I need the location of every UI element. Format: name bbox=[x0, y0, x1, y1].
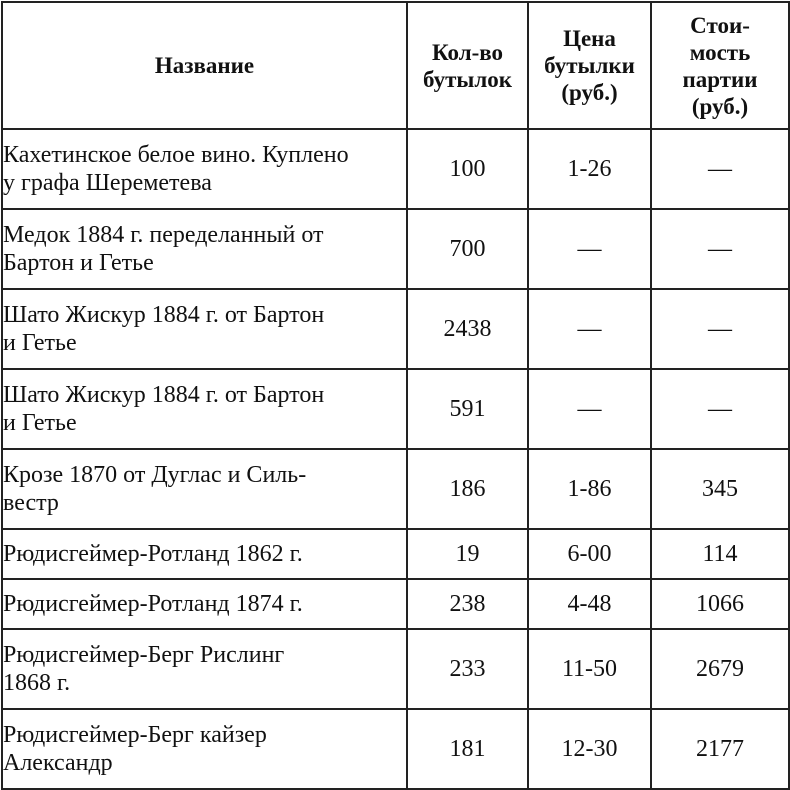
header-qty: Кол-во бутылок bbox=[407, 2, 528, 129]
cell-qty: 186 bbox=[407, 449, 528, 529]
table-row bbox=[2, 289, 789, 369]
cell-price: 11-50 bbox=[528, 629, 651, 709]
cell-qty: 100 bbox=[407, 129, 528, 209]
cell-name: Крозе 1870 от Дуглас и Силь- вестр bbox=[2, 449, 407, 529]
cell-qty: 19 bbox=[407, 529, 528, 579]
cell-price: — bbox=[528, 209, 651, 289]
cell-name: Рюдисгеймер-Берг кайзер Александр bbox=[2, 709, 407, 789]
table-row bbox=[2, 209, 789, 289]
cell-cost: — bbox=[651, 209, 789, 289]
table-row bbox=[2, 369, 789, 449]
cell-cost: — bbox=[651, 369, 789, 449]
table-row bbox=[2, 579, 789, 629]
header-row bbox=[2, 2, 789, 129]
cell-name: Кахетинское белое вино. Куплено у графа Шереметева bbox=[2, 129, 407, 209]
cell-qty: 233 bbox=[407, 629, 528, 709]
cell-qty: 238 bbox=[407, 579, 528, 629]
cell-name: Рюдисгеймер-Ротланд 1862 г. bbox=[2, 529, 407, 579]
cell-name: Медок 1884 г. переделанный от Бартон и Гетье bbox=[2, 209, 407, 289]
cell-name: Рюдисгеймер-Ротланд 1874 г. bbox=[2, 579, 407, 629]
cell-price: 4-48 bbox=[528, 579, 651, 629]
cell-cost: 345 bbox=[651, 449, 789, 529]
table-row bbox=[2, 709, 789, 789]
table-row bbox=[2, 529, 789, 579]
cell-price: — bbox=[528, 289, 651, 369]
cell-cost: — bbox=[651, 129, 789, 209]
cell-qty: 2438 bbox=[407, 289, 528, 369]
cell-name: Шато Жискур 1884 г. от Бартон и Гетье bbox=[2, 289, 407, 369]
cell-price: 1-26 bbox=[528, 129, 651, 209]
cell-cost: 114 bbox=[651, 529, 789, 579]
cell-name: Рюдисгеймер-Берг Рислинг 1868 г. bbox=[2, 629, 407, 709]
cell-qty: 181 bbox=[407, 709, 528, 789]
cell-cost: 2679 bbox=[651, 629, 789, 709]
cell-price: 6-00 bbox=[528, 529, 651, 579]
header-name: Название bbox=[2, 2, 407, 129]
table-row bbox=[2, 629, 789, 709]
cell-price: 12-30 bbox=[528, 709, 651, 789]
table-row bbox=[2, 449, 789, 529]
header-price: Цена бутылки (руб.) bbox=[528, 2, 651, 129]
cell-cost: — bbox=[651, 289, 789, 369]
cell-name: Шато Жискур 1884 г. от Бартон и Гетье bbox=[2, 369, 407, 449]
wine-purchase-table bbox=[1, 1, 790, 790]
header-cost: Стои- мость партии (руб.) bbox=[651, 2, 789, 129]
cell-cost: 2177 bbox=[651, 709, 789, 789]
cell-qty: 591 bbox=[407, 369, 528, 449]
table-row bbox=[2, 129, 789, 209]
cell-price: — bbox=[528, 369, 651, 449]
cell-price: 1-86 bbox=[528, 449, 651, 529]
cell-qty: 700 bbox=[407, 209, 528, 289]
cell-cost: 1066 bbox=[651, 579, 789, 629]
